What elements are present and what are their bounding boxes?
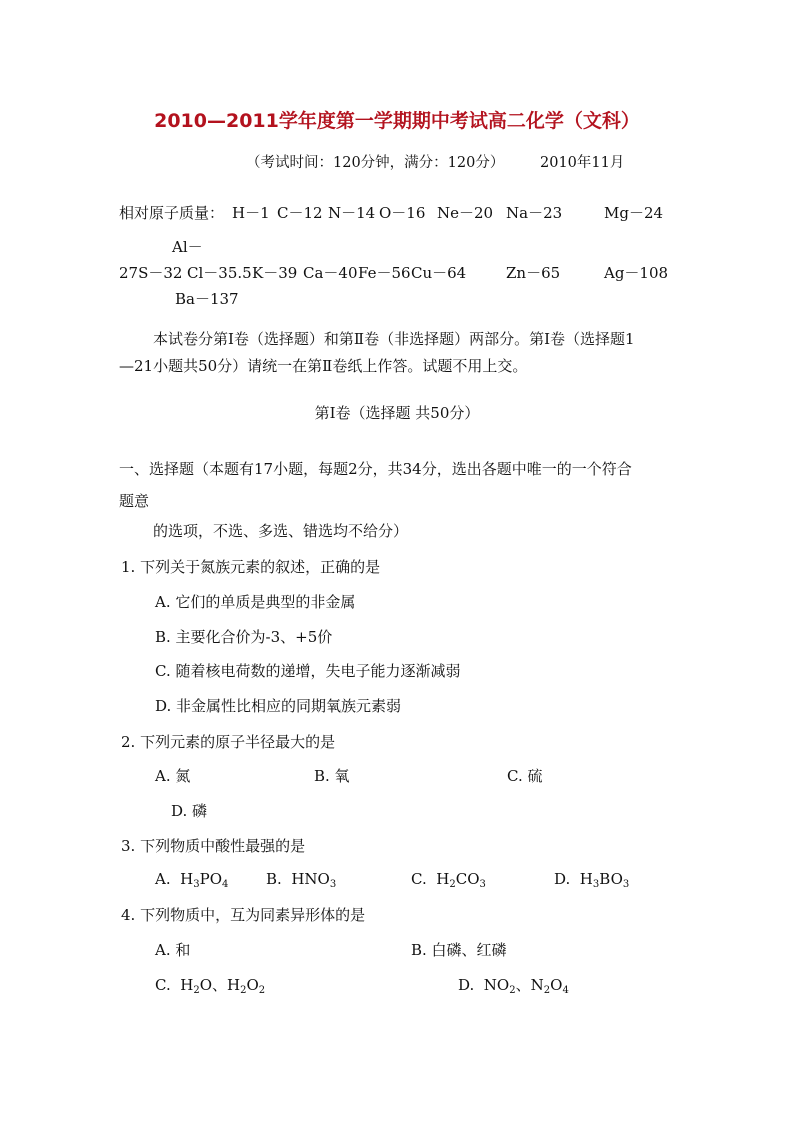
question-2-option-b: B. 氧 — [314, 767, 350, 785]
exam-info: （考试时间：120分钟，满分：120分） — [246, 155, 505, 171]
question-4-option-b: B. 白磷、红磷 — [411, 941, 507, 959]
question-3-option-b-text: HNO — [291, 870, 330, 888]
question-3-option-b: B. $HNO_3$ — [266, 870, 337, 890]
question-4-option-d-label: D. — [458, 976, 475, 994]
question-2-option-a: A. 氮 — [155, 767, 191, 785]
question-3-option-c: C. $H_2CO_3$ — [411, 870, 486, 890]
atomic-mass-cl: Cl－35.5 — [187, 264, 252, 282]
atomic-mass-k: K－39 — [252, 264, 298, 282]
atomic-mass-ba: Ba－137 — [175, 290, 239, 308]
question-4-stem: 4. 下列物质中，互为同素异形体的是 — [121, 906, 366, 924]
question-1-option-d: D. 非金属性比相应的同期氧族元素弱 — [155, 697, 402, 715]
page-title: 2010—2011学年度第一学期期中考试高二化学（文科） — [154, 110, 640, 132]
intro-line-2: —21小题共50分）请统一在第Ⅱ卷纸上作答。试题不用上交。 — [119, 357, 528, 375]
section-heading-line-1: 一、选择题（本题有17小题，每题2分，共34分，选出各题中唯一的一个符合 — [119, 460, 632, 478]
question-1-option-b: B. 主要化合价为-3、+5价 — [155, 628, 333, 646]
question-2-stem: 2. 下列元素的原子半径最大的是 — [121, 733, 336, 751]
atomic-mass-ca: Ca－40 — [303, 264, 358, 282]
intro-line-1: 本试卷分第Ⅰ卷（选择题）和第Ⅱ卷（非选择题）两部分。第Ⅰ卷（选择题1 — [153, 330, 635, 348]
atomic-mass-c: C－12 — [277, 204, 323, 222]
atomic-mass-label: 相对原子质量： — [119, 204, 225, 222]
atomic-mass-ag: Ag－108 — [604, 264, 669, 282]
atomic-mass-s: 27S－32 — [119, 264, 183, 282]
question-3-option-b-label: B. — [266, 870, 282, 888]
question-1-option-a: A. 它们的单质是典型的非金属 — [155, 593, 356, 611]
question-3-option-a: A. $H_3PO_4$ — [155, 870, 229, 890]
question-3-option-a-label: A. — [155, 870, 171, 888]
atomic-mass-o: O－16 — [379, 204, 426, 222]
atomic-mass-mg: Mg－24 — [604, 204, 664, 222]
atomic-mass-na: Na－23 — [506, 204, 563, 222]
question-4-option-c: C. $H_2O$、$H_2O_2$ — [155, 976, 266, 996]
question-3-stem: 3. 下列物质中酸性最强的是 — [121, 837, 306, 855]
atomic-mass-ne: Ne－20 — [437, 204, 494, 222]
question-2-option-d: D. 磷 — [171, 802, 208, 820]
question-1-option-c: C. 随着核电荷数的递增，失电子能力逐渐减弱 — [155, 662, 461, 680]
section-heading-line-2: 题意 — [119, 492, 150, 510]
question-4-option-d: D. $NO_2$、$N_2O_4$ — [458, 976, 569, 996]
atomic-mass-n: N－14 — [328, 204, 376, 222]
question-4-option-a: A. 和 — [155, 941, 191, 959]
atomic-mass-zn: Zn－65 — [506, 264, 561, 282]
atomic-mass-al: Al－ — [172, 238, 203, 256]
atomic-mass-h: H－1 — [232, 204, 270, 222]
question-3-option-d-label: D. — [554, 870, 571, 888]
atomic-mass-fe: Fe－56 — [358, 264, 411, 282]
question-1-stem: 1. 下列关于氮族元素的叙述，正确的是 — [121, 558, 381, 576]
section-heading-line-3: 的选项，不选、多选、错选均不给分） — [153, 522, 409, 540]
question-2-option-c: C. 硫 — [507, 767, 543, 785]
question-3-option-c-label: C. — [411, 870, 427, 888]
volume-heading: 第Ⅰ卷（选择题 共50分） — [314, 404, 480, 422]
question-3-option-d: D. $H_3BO_3$ — [554, 870, 630, 890]
question-4-option-c-label: C. — [155, 976, 171, 994]
atomic-mass-cu: Cu－64 — [411, 264, 467, 282]
exam-date: 2010年11月 — [540, 155, 625, 171]
